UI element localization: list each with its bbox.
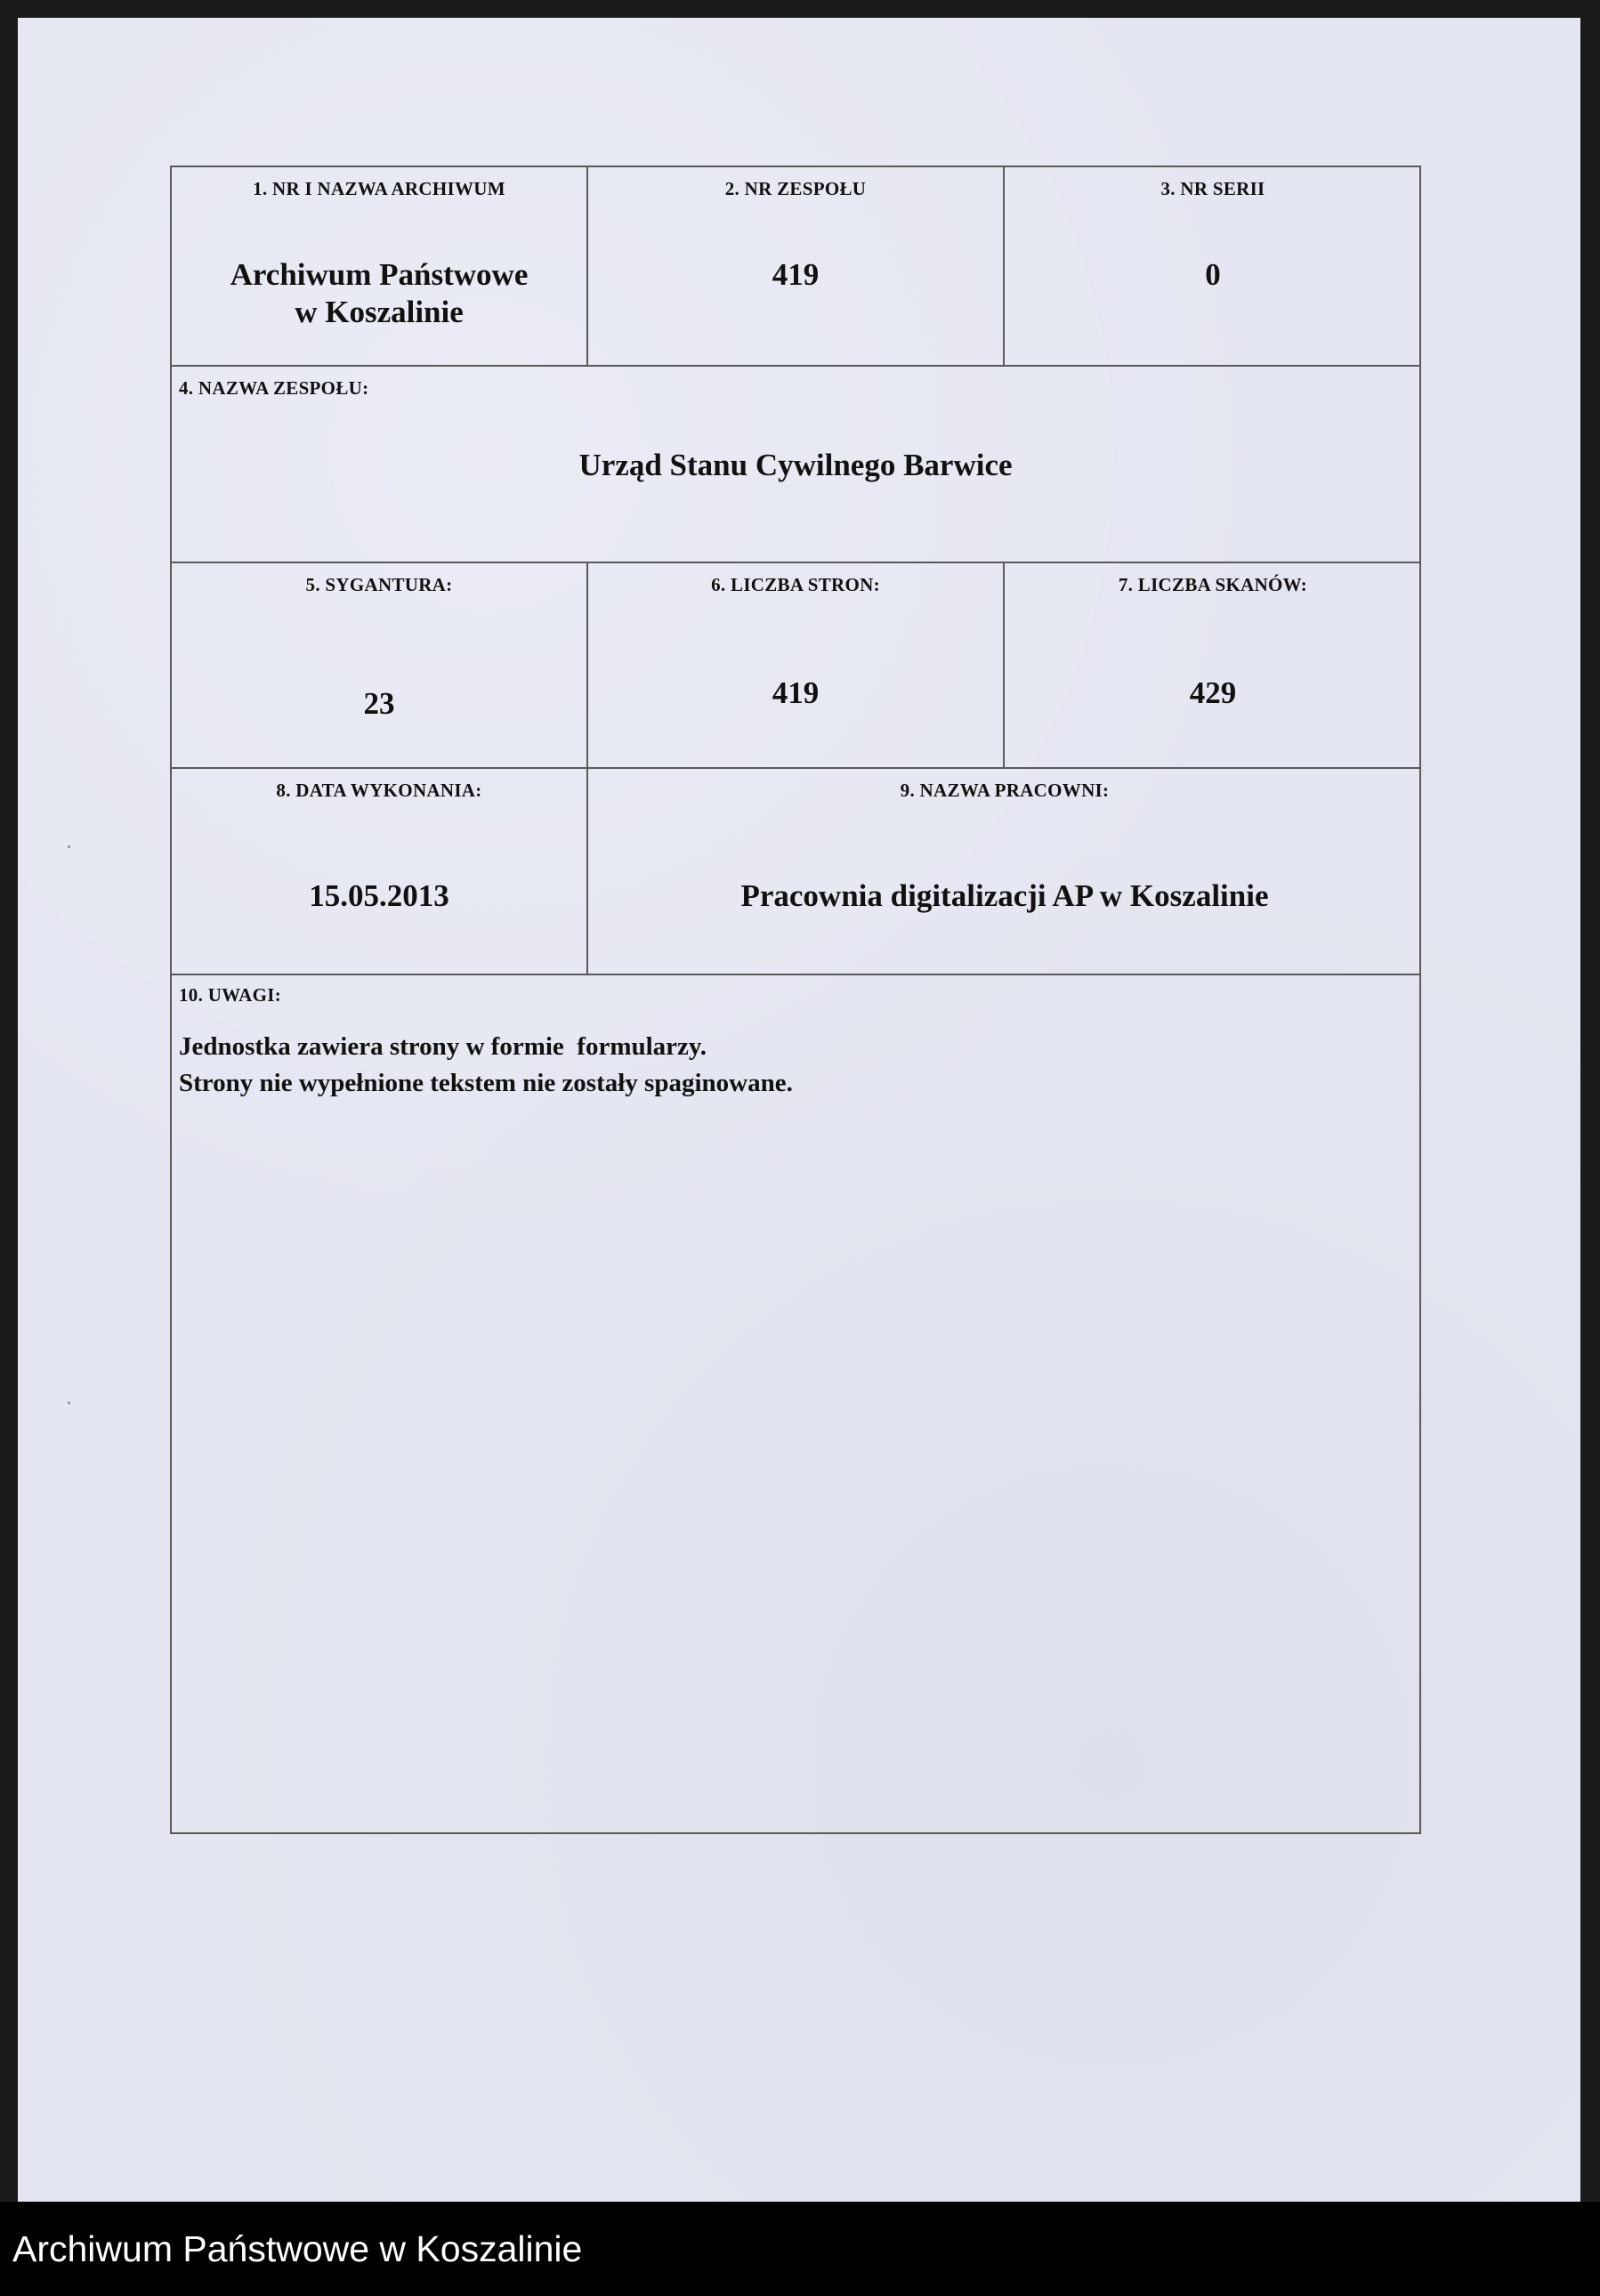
signature-value: 23 — [363, 686, 395, 721]
notes-text — [179, 1029, 793, 1101]
series-number-cell — [1005, 167, 1421, 365]
fonds-number-value: 419 — [772, 257, 820, 292]
scan-count-value: 429 — [1189, 675, 1237, 710]
workshop-value: Pracownia digitalizacji AP w Koszalinie — [740, 878, 1269, 913]
signature-label: 5. SYGANTURA: — [305, 574, 453, 595]
fonds-name-cell — [172, 367, 1419, 562]
fonds-number-cell — [588, 167, 1003, 365]
series-number-value: 0 — [1205, 257, 1221, 292]
archive-value — [172, 256, 586, 331]
page-count-label: 6. LICZBA STRON: — [711, 574, 880, 595]
archive-value-line2: w Koszalinie — [295, 295, 464, 329]
fonds-name-value: Urząd Stanu Cywilnego Barwice — [578, 448, 1013, 482]
series-number-label: 3. NR SERII — [1160, 178, 1265, 199]
date-cell — [172, 769, 586, 974]
workshop-label: 9. NAZWA PRACOWNI: — [900, 780, 1110, 801]
signature-cell — [172, 563, 586, 767]
scan-speck — [68, 1402, 70, 1404]
page-count-value: 419 — [772, 675, 820, 710]
fonds-number-label: 2. NR ZESPOŁU — [724, 178, 867, 199]
archive-label: 1. NR I NAZWA ARCHIWUM — [253, 178, 505, 199]
archive-value-line1: Archiwum Państwowe — [230, 257, 529, 292]
archive-cell — [172, 167, 586, 365]
notes-label: 10. UWAGI: — [179, 984, 282, 1006]
page-count-cell — [588, 563, 1003, 767]
scan-speck — [68, 845, 70, 848]
scan-count-cell — [1005, 563, 1421, 767]
workshop-cell — [588, 769, 1421, 974]
notes-cell — [172, 975, 1419, 1832]
scanned-page — [18, 18, 1580, 2202]
date-value: 15.05.2013 — [309, 878, 449, 913]
scan-count-label: 7. LICZBA SKANÓW: — [1118, 574, 1308, 595]
archive-footer-caption: Archiwum Państwowe w Koszalinie — [0, 2202, 1600, 2296]
notes-line: Jednostka zawiera strony w formie formularzy. — [179, 1032, 707, 1061]
metadata-form — [170, 166, 1421, 1834]
notes-line: Strony nie wypełnione tekstem nie zostały spaginowane. — [179, 1068, 793, 1097]
date-label: 8. DATA WYKONANIA: — [276, 780, 482, 801]
fonds-name-label: 4. NAZWA ZESPOŁU: — [179, 377, 369, 399]
